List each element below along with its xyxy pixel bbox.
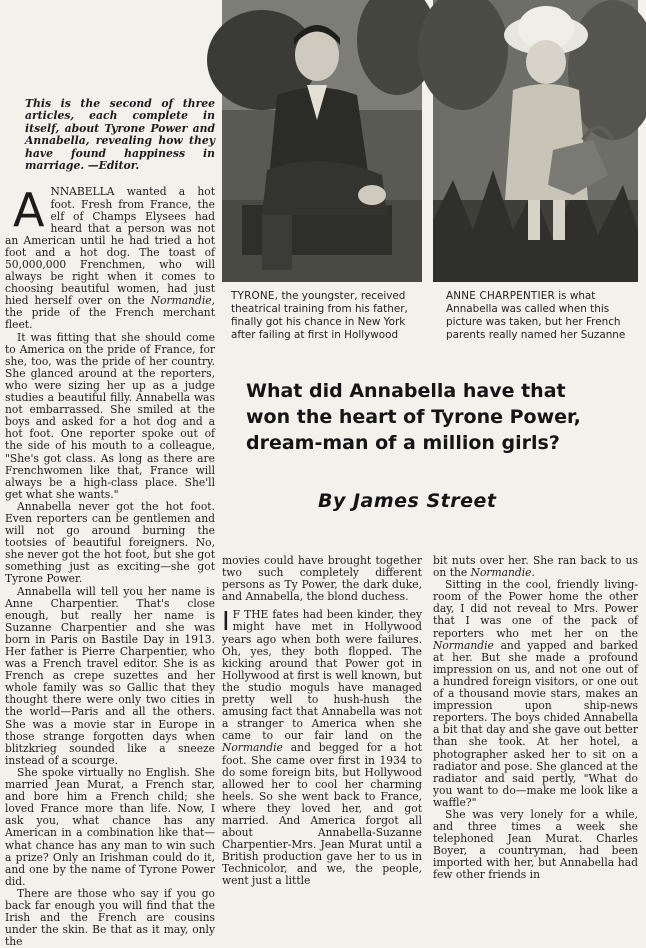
right-paragraph-2: She was very lonely for a while, and three times a week she telephoned Jean Murat. Charles Boyer, a countryman, had been imported with her, but Annabella had few other friends in	[433, 807, 638, 882]
drop-cap-a: A	[13, 183, 45, 238]
paragraph-6: There are those who say if you go back far enough you will find that the Irish and the French are cousins under the skin. Be that as it may, only the	[5, 886, 215, 948]
girl-photo-illustration	[433, 0, 638, 282]
opening-paragraph: ANNABELLA wanted a hot foot. Fresh from France, the elf of Champs Elysees had heard that a person was not an American until he had tried a hot foot and a hot dog. The toast of 50,000,000 Frenchmen, who will always be right when it comes to choosing beautiful women, had just hied herself over on the Normandie, the pride of the French merchant fleet.	[5, 183, 215, 332]
right-paragraph-0: bit nuts over her. She ran back to us on the Normandie.	[433, 554, 638, 580]
middle-column	[222, 555, 422, 888]
mid-paragraph-0: movies could have brought together two such completely different persons as Ty Power, the dark duke, and Annabella, the blond duchess.	[222, 554, 422, 604]
paragraph-3: Annabella never got the hot foot. Even reporters can be gentlemen and will not go around burning the tootsies of beautiful foreigners. No, she never got the hot foot, but she got something just as exciting—she got Tyrone Power.	[5, 499, 215, 586]
left-column	[5, 0, 215, 948]
right-paragraph-1: Sitting in the cool, friendly living-room of the Power home the other day, I did not reveal to Mrs. Power that I was one of the pack of reporters who met her on the Normandie and yapped and barked at her. But she made a profound impression on us, and not one out of a hundred foreign visitors, or one out of a thousand movie stars, makes an impression upon ship-news reporters. The boys chided Annabella a bit that day and she gave out better than she took. At her hotel, a photographer asked her to sit on a radiator and pose. She glanced at the radiator and said pertly, "What do you want to do—make me look like a waffle?"	[433, 578, 639, 809]
boy-photo-illustration	[222, 0, 422, 282]
editor-intro: This is the second of three articles, each complete in itself, about Tyrone Power and Annabella, revealing how they have found happiness in marriage. —Editor.	[25, 97, 215, 173]
drop-cap-i: I	[222, 607, 230, 638]
byline: By James Street	[318, 490, 497, 512]
mid-paragraph-1: I F THE fates had been kinder, they might have met in Hollywood years ago when both were failures. Oh, yes, they both flopped. The kicking around that Power got in Hollywood at first is well known, but the studio moguls have managed pretty well to hush-hush the amusing fact that Annabella was not a stranger to America when she came to our fair land on the Normandie and begged for a hot foot. She came over first in 1934 to do some foreign bits, but Hollywood allowed her to cool her charming heels. So she went back to France, where they loved her, and got married. And America forgot all about Annabella-Suzanne Charpentier-Mrs. Jean Murat until a British production gave her to us in Technicolor, and we, the people, went just a little	[222, 607, 422, 888]
paragraph-2: It was fitting that she should come to America on the pride of France, for she, too, was the pride of her country. She glanced around at the reporters, who were sizing her up as a judge studies a beautiful filly. Annabella was not embarrassed. She smiled at the boys and asked for a hot dog and a hot foot. One reporter spoke out of the side of his mouth to a colleague, "She's got class. As long as there are Frenchwomen like that, France will always be a high-class place. She'll get what she wants."	[5, 330, 215, 501]
photo-young-tyrone	[222, 0, 422, 282]
caption-tyrone: TYRONE, the youngster, received theatrical training from his father, finally got his chance in New York after failing at first in Hollywood	[231, 290, 408, 341]
photo-young-anne	[433, 0, 638, 282]
right-column	[433, 555, 638, 882]
paragraph-4: Annabella will tell you her name is Anne Charpentier. That's close enough, but really her name is Suzanne Charpentier and she was born in Paris on Bastile Day in 1913. Her father is Pierre Charpentier, who was a French travel editor. She is as French as crepe suzettes and her whole family was so Gallic that they thought there were only two cities in the world—Paris and all the others. She was a movie star in Europe in those strange forgotten days when blitzkrieg sounded like a sneeze instead of a scourge.	[5, 584, 215, 767]
caption-anne: ANNE CHARPENTIER is what Annabella was called when this picture was taken, but her French parents really named her Suzanne	[446, 290, 626, 341]
article-headline: What did Annabella have that won the heart of Tyrone Power, dream-man of a million girls?	[246, 380, 581, 454]
paragraph-5: She spoke virtually no English. She married Jean Murat, a French star, and bore him a French child; she loved France more than life. Now, I ask you, what chance has any American in a combination like that—what chance has any man to win such a prize? Only an Irishman could do it, and one by the name of Tyrone Power did.	[5, 765, 215, 888]
